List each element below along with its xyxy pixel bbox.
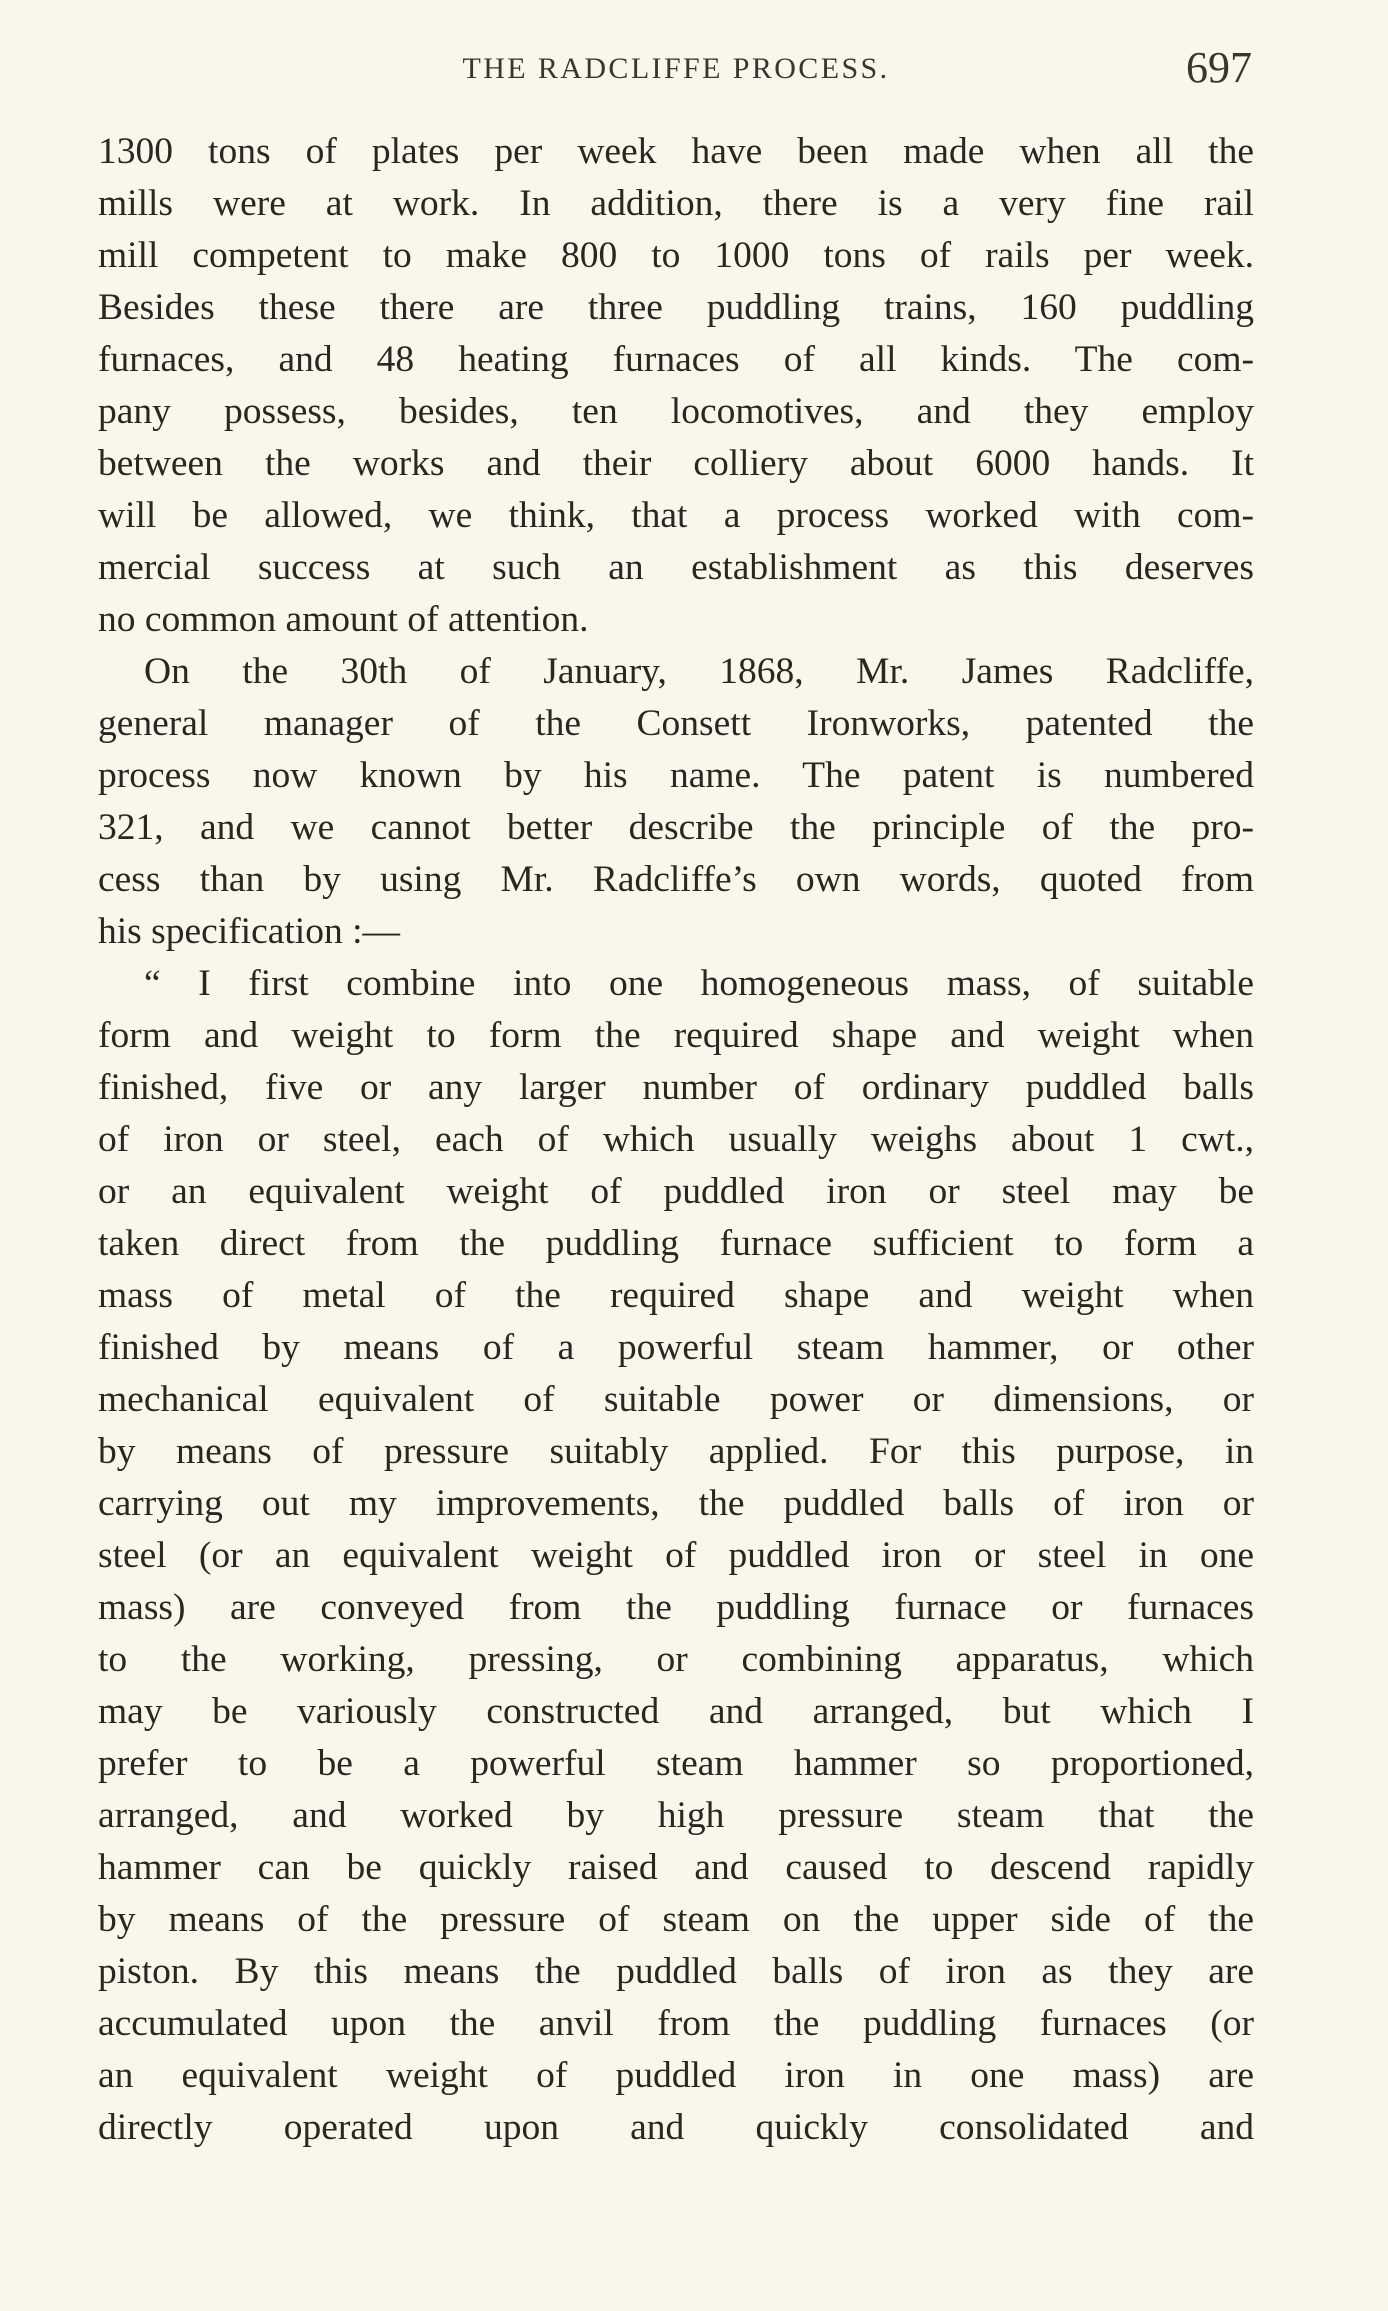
text-line: by means of the pressure of steam on the upper side of the — [98, 1899, 1254, 1940]
text-line: finished, five or any larger number of ordinary puddled balls — [98, 1067, 1254, 1108]
text-line: his specification :— — [98, 911, 401, 952]
paragraph-3 — [98, 958, 1254, 2154]
text-line: taken direct from the puddling furnace sufficient to form a — [98, 1223, 1254, 1264]
text-line: of iron or steel, each of which usually weighs about 1 cwt., — [98, 1119, 1254, 1160]
text-line: pany possess, besides, ten locomotives, and they employ — [98, 391, 1254, 432]
text-line: by means of pressure suitably applied. For this purpose, in — [98, 1431, 1254, 1472]
text-line: will be allowed, we think, that a process worked with com- — [98, 495, 1254, 536]
text-line: mass) are conveyed from the puddling furnace or furnaces — [98, 1587, 1254, 1628]
text-line: On the 30th of January, 1868, Mr. James Radcliffe, — [144, 651, 1254, 692]
text-line: 321, and we cannot better describe the principle of the pro- — [98, 807, 1254, 848]
text-line: mechanical equivalent of suitable power or dimensions, or — [98, 1379, 1254, 1420]
page-number: 697 — [1186, 43, 1252, 92]
text-line: an equivalent weight of puddled iron in one mass) are — [98, 2055, 1254, 2096]
paragraph-1 — [98, 126, 1254, 646]
text-line: general manager of the Consett Ironworks, patented the — [98, 703, 1254, 744]
text-line: mills were at work. In addition, there is a very fine rail — [98, 183, 1254, 224]
running-head — [96, 42, 1256, 102]
text-line: carrying out my improvements, the puddled balls of iron or — [98, 1483, 1254, 1524]
text-line: steel (or an equivalent weight of puddled iron or steel in one — [98, 1535, 1254, 1576]
text-line: “ I first combine into one homogeneous mass, of suitable — [144, 963, 1254, 1004]
text-line: cess than by using Mr. Radcliffe’s own words, quoted from — [98, 859, 1254, 900]
text-line: finished by means of a powerful steam hammer, or other — [98, 1327, 1254, 1368]
text-line: accumulated upon the anvil from the puddling furnaces (or — [98, 2003, 1254, 2044]
text-line: piston. By this means the puddled balls of iron as they are — [98, 1951, 1254, 1992]
text-line: directly operated upon and quickly consolidated and — [98, 2107, 1254, 2148]
text-line: arranged, and worked by high pressure steam that the — [98, 1795, 1254, 1836]
text-line: furnaces, and 48 heating furnaces of all kinds. The com- — [98, 339, 1254, 380]
text-line: may be variously constructed and arranged, but which I — [98, 1691, 1254, 1732]
paragraph-2 — [98, 646, 1254, 958]
text-line: form and weight to form the required shape and weight when — [98, 1015, 1254, 1056]
text-line: Besides these there are three puddling trains, 160 puddling — [98, 287, 1254, 328]
running-title: THE RADCLIFFE PROCESS. — [462, 52, 890, 85]
text-line: 1300 tons of plates per week have been made when all the — [98, 131, 1254, 172]
text-line: to the working, pressing, or combining apparatus, which — [98, 1639, 1254, 1680]
text-line: mercial success at such an establishment as this deserves — [98, 547, 1254, 588]
text-line: hammer can be quickly raised and caused to descend rapidly — [98, 1847, 1254, 1888]
text-line: mass of metal of the required shape and weight when — [98, 1275, 1254, 1316]
text-line: prefer to be a powerful steam hammer so proportioned, — [98, 1743, 1254, 1784]
text-line: process now known by his name. The patent is numbered — [98, 755, 1254, 796]
text-line: or an equivalent weight of puddled iron or steel may be — [98, 1171, 1254, 1212]
text-line: between the works and their colliery about 6000 hands. It — [98, 443, 1254, 484]
body-text — [98, 126, 1254, 2154]
text-line: no common amount of attention. — [98, 599, 589, 640]
text-line: mill competent to make 800 to 1000 tons of rails per week. — [98, 235, 1254, 276]
